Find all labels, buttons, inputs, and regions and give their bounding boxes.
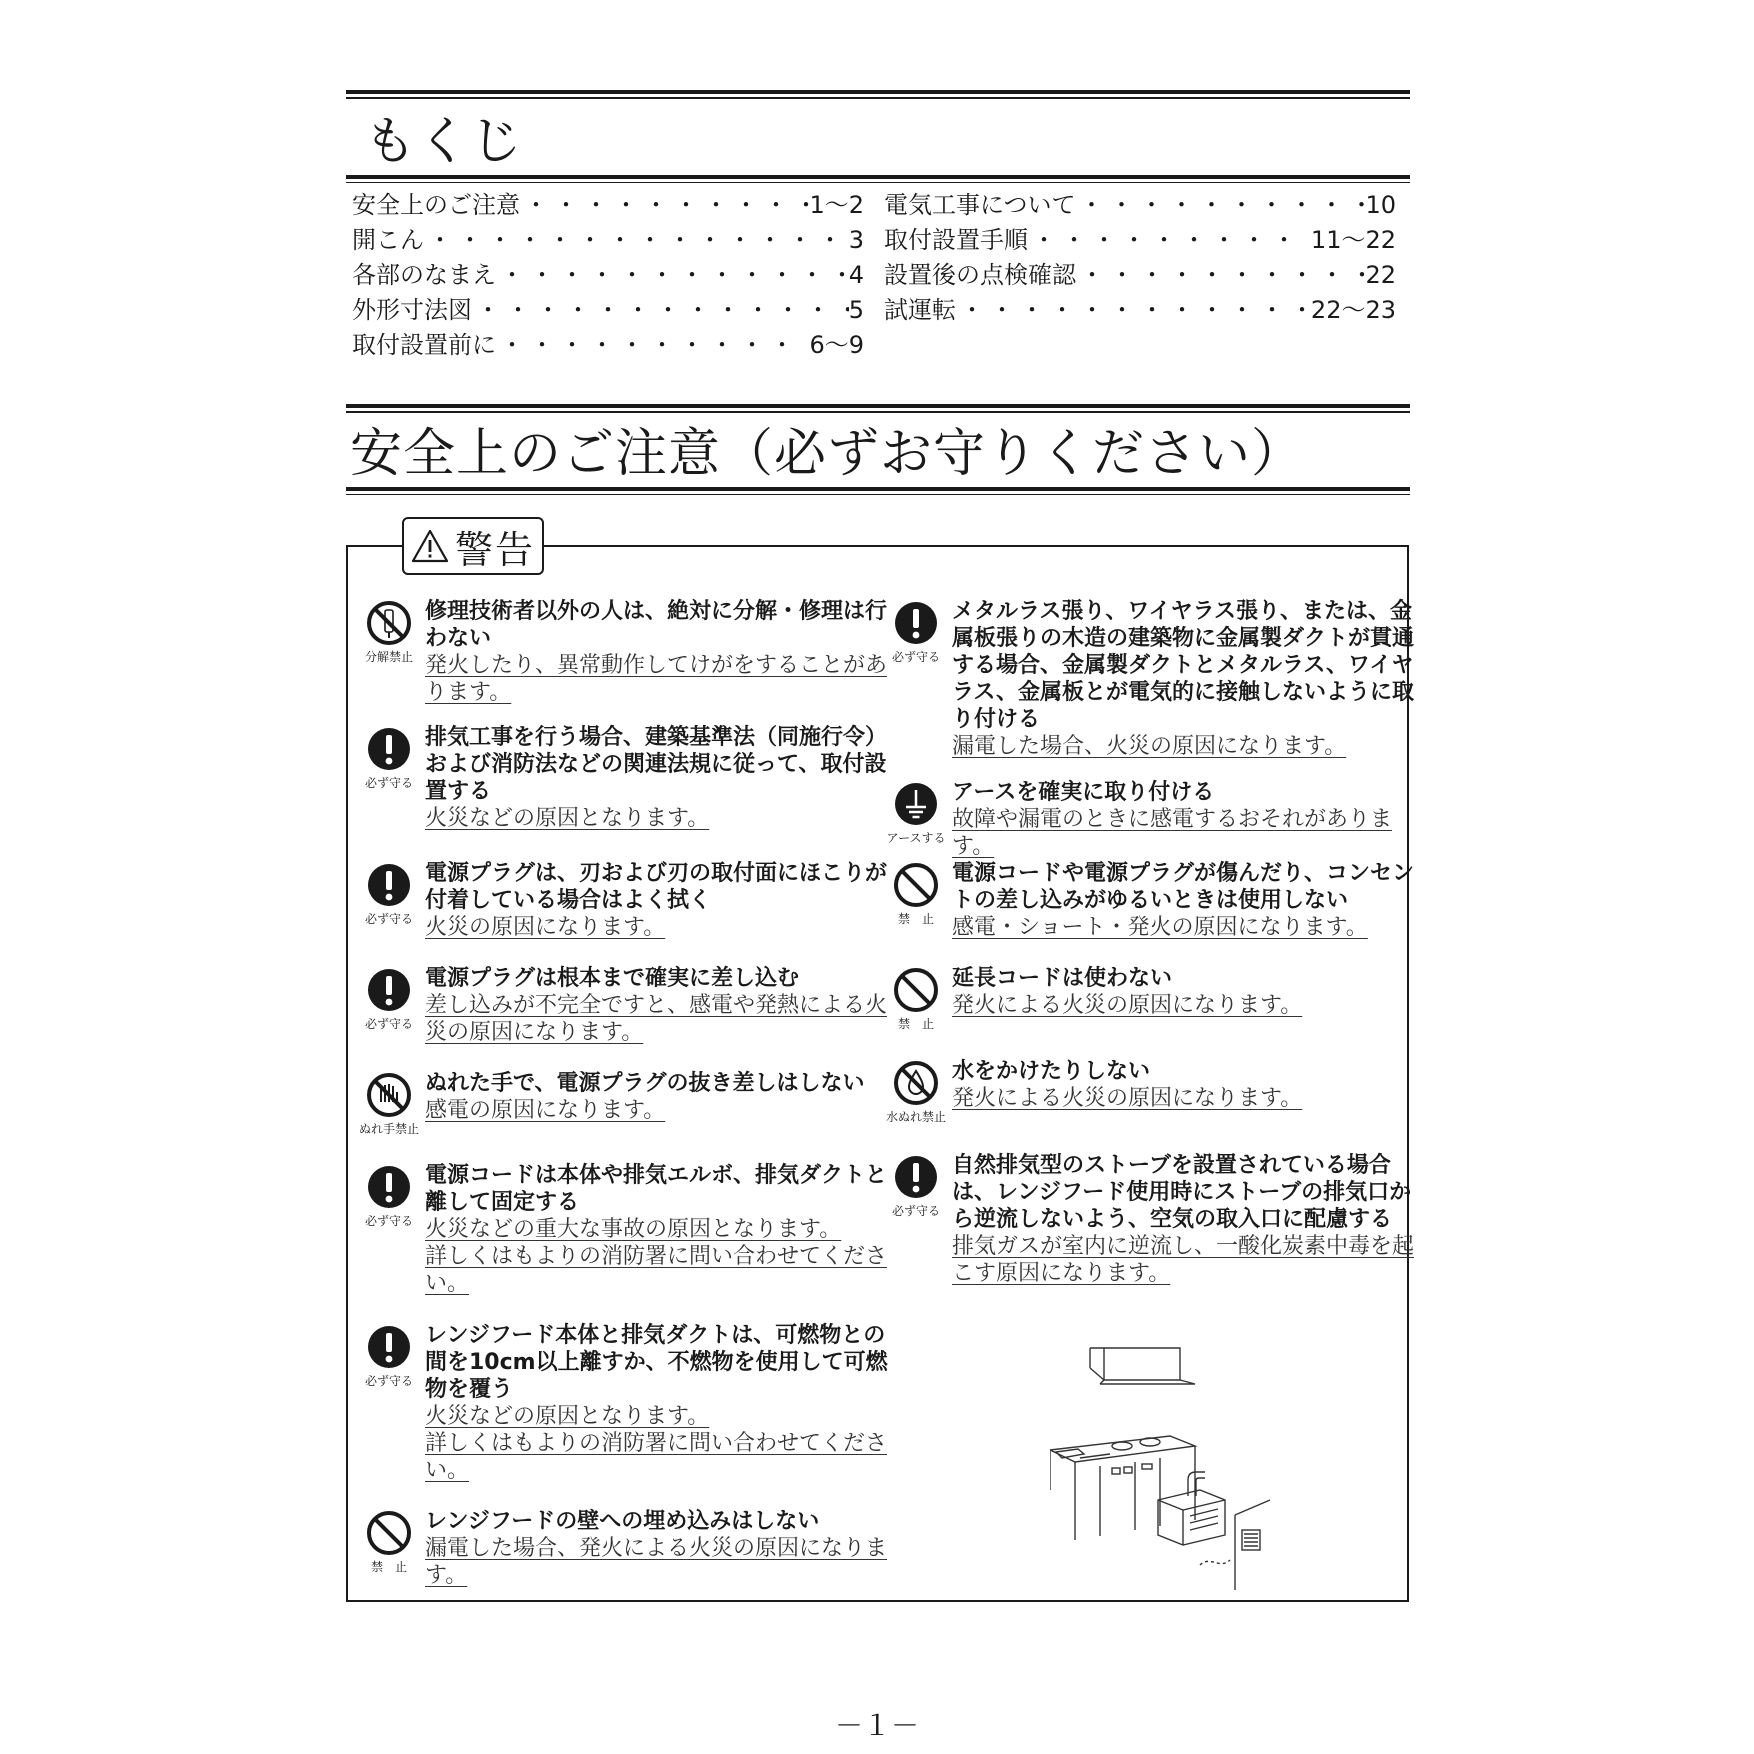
warning-item xyxy=(370,1508,895,1589)
toc-entry[interactable]: 取付設置前に ・・・・・・・・・・・・・・・・・・・・・・・・・・・・・・・・・・・ 6〜9 xyxy=(352,328,864,363)
item-desc: 差し込みが不完全ですと、感電や発熱による火災の原因になります。 xyxy=(425,993,888,1045)
warning-item xyxy=(885,1058,1422,1124)
item-title: 電源コードは本体や排気エルボ、排気ダクトと離して固定する xyxy=(425,1163,888,1215)
warning-item xyxy=(886,779,1422,860)
water-prohibited-icon: 水ぬれ禁止 xyxy=(880,1060,952,1125)
safety-title: 安全上のご注意（必ずお守りください） xyxy=(350,423,1305,484)
item-desc: 漏電した場合、火災の原因になります。 xyxy=(952,734,1347,759)
item-title: 電源プラグは根本まで確実に差し込む xyxy=(425,966,800,991)
item-title: ぬれた手で、電源プラグの抜き差しはしない xyxy=(425,1071,865,1096)
warning-item xyxy=(364,724,895,832)
item-desc: 感電の原因になります。 xyxy=(425,1098,666,1123)
mandatory-icon: 必ず守る xyxy=(353,1324,425,1389)
item-title: 修理技術者以外の人は、絶対に分解・修理は行わない xyxy=(425,599,888,651)
rule xyxy=(346,175,1410,179)
item-desc: 火災の原因になります。 xyxy=(425,915,666,940)
item-desc: 漏電した場合、発火による火災の原因になります。 xyxy=(425,1536,888,1588)
rule xyxy=(346,404,1410,408)
toc-title: もくじ xyxy=(364,111,524,172)
wet-hands-prohibited-icon: ぬれ手禁止 xyxy=(353,1072,425,1137)
item-desc: 故障や漏電のときに感電するおそれがあります。 xyxy=(952,807,1393,859)
toc-entry[interactable]: 電気工事について ・・・・・・・・・・・・・・・・・・・・・・・・・・・・・・・・・・・ 10 xyxy=(884,188,1396,223)
prohibited-icon: 禁 止 xyxy=(353,1510,425,1575)
toc-header xyxy=(346,90,1410,183)
warning-item xyxy=(364,965,895,1046)
toc-left-column xyxy=(352,188,864,363)
mandatory-icon: 必ず守る xyxy=(880,1154,952,1219)
item-title: メタルラス張り、ワイヤラス張り、または、金属板張りの木造の建築物に金属製ダクトが貫通する場合、金属製ダクトとメタルラス、ワイヤラス、金属板とが電気的に接触しないように取り付ける xyxy=(952,599,1415,732)
item-title: 電源コードや電源プラグが傷んだり、コンセントの差し込みがゆるいときは使用しない xyxy=(952,861,1415,913)
toc-entry[interactable]: 外形寸法図 ・・・・・・・・・・・・・・・・・・・・・・・・・・・・・・・・・・・ 5 xyxy=(352,293,864,328)
warning-tab xyxy=(402,517,544,575)
warning-item xyxy=(891,1152,1422,1287)
item-desc: 火災などの重大な事故の原因となります。 詳しくはもよりの消防署に問い合わせてください。 xyxy=(425,1217,888,1296)
item-desc: 発火による火災の原因になります。 xyxy=(952,1086,1303,1111)
item-title: 電源プラグは、刃および刃の取付面にほこりが付着している場合はよく拭く xyxy=(425,861,888,913)
toc-entry[interactable]: 安全上のご注意 ・・・・・・・・・・・・・・・・・・・・・・・・・・・・・・・・・・・ 1〜2 xyxy=(352,188,864,223)
warning-item xyxy=(891,598,1422,760)
toc-entry[interactable]: 開こん ・・・・・・・・・・・・・・・・・・・・・・・・・・・・・・・・・・・ 3 xyxy=(352,223,864,258)
rule xyxy=(346,494,1410,496)
item-title: レンジフード本体と排気ダクトは、可燃物との間を10cm以上離すか、不燃物を使用して可燃物を覆う xyxy=(425,1323,888,1402)
rule xyxy=(346,90,1410,94)
warning-item xyxy=(364,598,895,706)
mandatory-icon: 必ず守る xyxy=(353,726,425,791)
page-number: －１－ xyxy=(834,1709,919,1742)
item-desc: 火災などの原因となります。 詳しくはもよりの消防署に問い合わせてください。 xyxy=(425,1404,888,1483)
warning-label: 警告 xyxy=(454,527,535,572)
disassembly-prohibited-icon: 分解禁止 xyxy=(353,600,425,665)
toc-right-column xyxy=(884,188,1396,328)
item-title: 延長コードは使わない xyxy=(952,966,1173,991)
kitchen-stove-illustration xyxy=(1050,1340,1300,1590)
prohibited-icon: 禁 止 xyxy=(880,862,952,927)
item-desc: 排気ガスが室内に逆流し、一酸化炭素中毒を起こす原因になります。 xyxy=(952,1234,1415,1286)
item-desc: 感電・ショート・発火の原因になります。 xyxy=(952,915,1368,940)
item-title: レンジフードの壁への埋め込みはしない xyxy=(425,1509,820,1534)
toc-entry[interactable]: 設置後の点検確認 ・・・・・・・・・・・・・・・・・・・・・・・・・・・・・・・・・・・ 22 xyxy=(884,258,1396,293)
item-title: 自然排気型のストーブを設置されている場合は、レンジフード使用時にストーブの排気口から逆流しないよう、空気の取入口に配慮する xyxy=(952,1153,1412,1232)
item-desc: 火災などの原因となります。 xyxy=(425,806,710,831)
toc-entry[interactable]: 各部のなまえ ・・・・・・・・・・・・・・・・・・・・・・・・・・・・・・・・・・・ 4 xyxy=(352,258,864,293)
item-title: 排気工事を行う場合、建築基準法（同施行令）および消防法などの関連法規に従って、取付設置する xyxy=(425,725,888,804)
warning-item xyxy=(897,965,1422,1031)
item-desc: 発火したり、異常動作してけがをすることがあります。 xyxy=(425,653,888,705)
warning-item xyxy=(364,860,895,941)
mandatory-icon: 必ず守る xyxy=(353,1164,425,1229)
mandatory-icon: 必ず守る xyxy=(880,600,952,665)
safety-header xyxy=(346,404,1410,495)
rule xyxy=(346,182,1410,184)
item-title: 水をかけたりしない xyxy=(952,1059,1151,1084)
item-title: アースを確実に取り付ける xyxy=(952,780,1215,805)
warning-item xyxy=(358,1070,895,1136)
mandatory-icon: 必ず守る xyxy=(353,862,425,927)
warning-triangle-icon xyxy=(411,529,449,563)
rule xyxy=(346,487,1410,491)
toc-entry[interactable]: 試運転 ・・・・・・・・・・・・・・・・・・・・・・・・・・・・・・・・・・・ 22〜23 xyxy=(884,293,1396,328)
mandatory-icon: 必ず守る xyxy=(353,967,425,1032)
warning-item xyxy=(364,1322,895,1484)
toc-entry[interactable]: 取付設置手順 ・・・・・・・・・・・・・・・・・・・・・・・・・・・・・・・・・・・ 11〜22 xyxy=(884,223,1396,258)
prohibited-icon: 禁 止 xyxy=(880,967,952,1032)
warning-item xyxy=(364,1162,895,1297)
item-desc: 発火による火災の原因になります。 xyxy=(952,993,1303,1018)
earth-icon: アースする xyxy=(880,781,952,846)
warning-item xyxy=(897,860,1422,941)
